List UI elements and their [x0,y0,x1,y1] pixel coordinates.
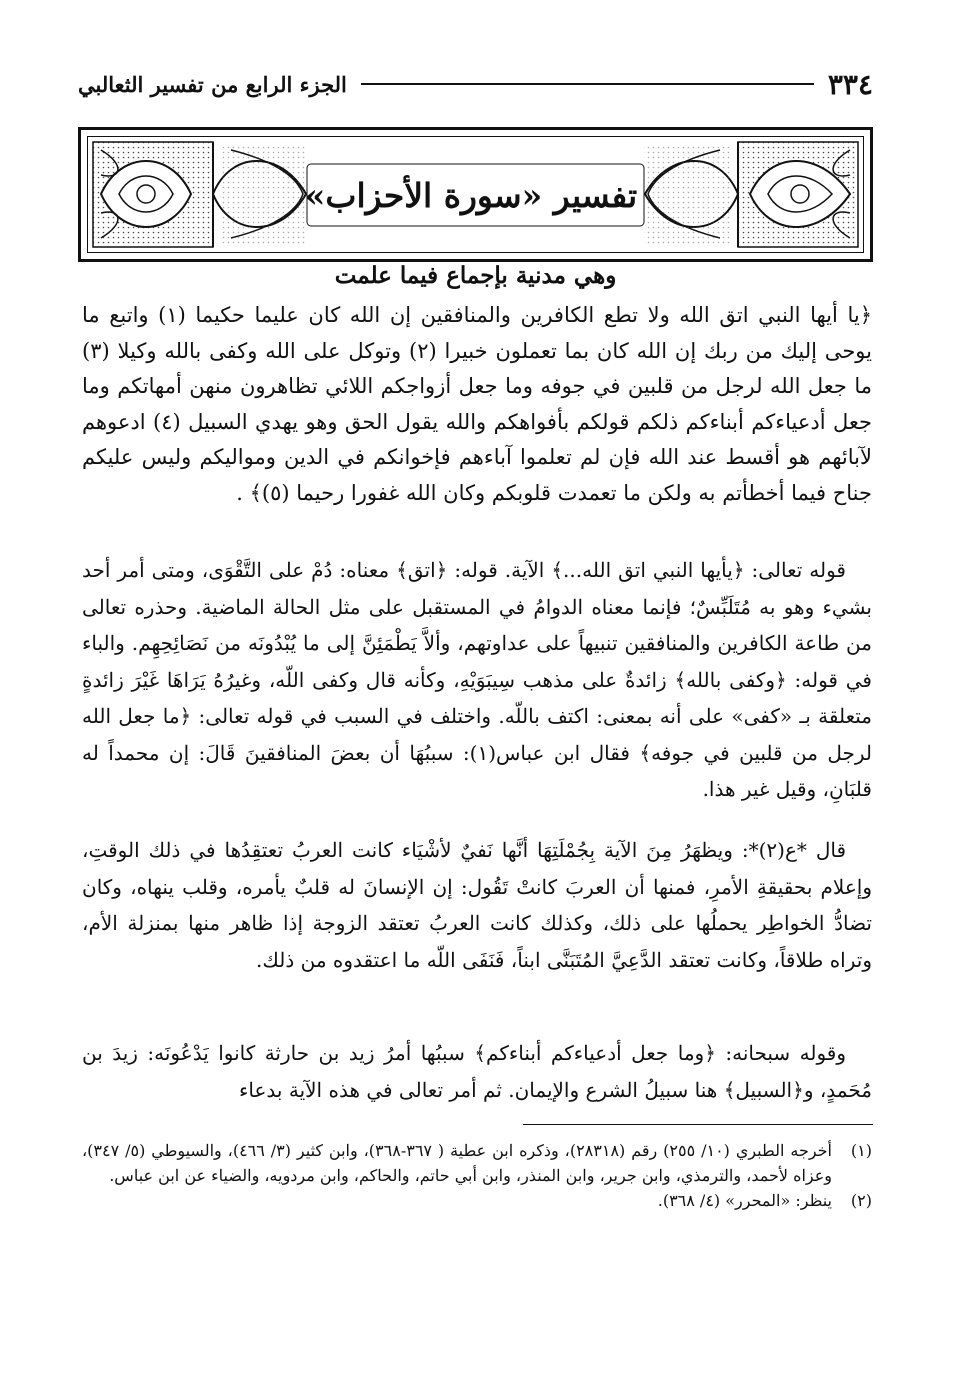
surah-subheading: وهي مدنية بإجماع فيما علمت [334,262,617,289]
footnotes [82,1138,872,1213]
paragraph-text: وقوله سبحانه: ﴿وما جعل أدعياءكم أبناءكم﴾ سببُها أمرُ زيد بن حارثة كانوا يَدْعُونَه: زيدَ بن مُحَمدٍ، و﴿السبيل﴾ هنا سبيلُ الشرع والإيمان. ثم أمر تعالى في هذه الآية بدعاء [82,1041,872,1102]
paragraph-text: قال *ع(٢)*: ويظهَرُ مِنَ الآية بِجُمْلَتِهَا أنَّها نَفيٌ لأشْيَاء كانت العربُ تعتقِدُها في ذلك الوقتِ، وإعلام بحقيقةِ الأمرِ، فمنها أن العربَ كانتْ تَقُول: إن الإنسانَ له قلبٌ يأمره، وقلب ينهاه، وكان تضادُّ الخواطِر يحملُها على ذلك، وكذلك كانت العربُ تعتقد الزوجة إذا ظاهر منها بمنزلة الأم، وتراه طلاقاً، وكانت تعتقد الدَّعِيَّ المُتَبَنَّى ابناً، فَنَفَى اللّه ما اعتقدوه من ذلك. [82,838,872,972]
footnote-separator [523,1124,873,1125]
footnote-number: (٢) [850,1191,872,1210]
surah-title: تفسير «سورة الأحزاب» [304,175,638,215]
commentary-paragraph-3 [82,1035,872,1108]
surah-title-banner [78,127,873,262]
footnote-number: (١) [850,1141,872,1160]
running-header [78,66,873,102]
footnote-text: ينظر: «المحرر» (٤/ ٣٦٨). [657,1191,832,1210]
footnote-2 [82,1188,872,1213]
footnote-1 [82,1138,872,1188]
ornament-left-panel [93,142,213,247]
commentary-paragraph-2 [82,832,872,978]
book-title: الجزء الرابع من تفسير الثعالبي [78,71,347,97]
ornament-left-arch [213,142,307,247]
footnote-text: أخرجه الطبري (١٠/ ٢٥٥) رقم (٢٨٣١٨)، وذكره ابن عطية ( ٣٦٧-٣٦٨)، وابن كثير (٣/ ٤٦٦)، والسيوطي (٥/ ٣٤٧)، وعزاه لأحمد، والترمذي، وابن جرير، وابن المنذر، وابن أبي حاتم، والحاكم، وابن مردويه، والضياء عن ابن عباس. [82,1141,832,1185]
quran-verses: ﴿يا أيها النبي اتق الله ولا تطع الكافرين والمنافقين إن الله كان عليما حكيما (١) واتبع ما يوحى إليك من ربك إن الله كان بما تعملون خبيرا (٢) وتوكل على الله وكفى بالله وكيلا (٣) ما جعل الله لرجل من قلبين في جوفه وما جعل أزواجكم اللائي تظاهرون منهن أمهاتكم وما جعل أدعياءكم أبناءكم ذلكم قولكم بأفواهكم والله يقول الحق وهو يهدي السبيل (٤) ادعوهم لآبائهم هو أقسط عند الله فإن لم تعلموا آباءهم فإخوانكم في الدين ومواليكم وليس عليكم جناح فيما أخطأتم به ولكن ما تعمدت قلوبكم وكان الله غفورا رحيما (٥)﴾ . [82,303,872,505]
commentary-paragraph-1 [82,552,872,808]
ornament-right-panel [738,142,858,247]
paragraph-text: قوله تعالى: ﴿يأيها النبي اتق الله...﴾ الآية. قوله: ﴿اتق﴾ معناه: دُمْ على التَّقْوَى، ومتى أمر أحد بشيء وهو به مُتَلَبِّسٌ؛ فإنما معناه الدوامُ في المستقبل على مثل الحالة الماضية. وحذره تعالى من طاعة الكافرين والمنافقين تنبيهاً على عداوتهم، وألاَّ يَطْمَئِنَّ إلى ما يُبْدُونَه من نَصَائِحِهِم. والباء في قوله: ﴿وكفى بالله﴾ زائدةٌ على مذهب سِيبَوَيْهِ، وكأنه قال وكفى اللّه، وغيرُهُ يَرَاهَا غَيْرَ زائدةٍ متعلقة بـ «كفى» على أنه بمعنى: اكتف باللّه. واختلف في السبب في قوله تعالى: ﴿ما جعل الله لرجل من قلبين في جوفه﴾ فقال ابن عباس(١): سببُهَا أن بعضَ المنافقينَ قَالَ: إن محمداً له قلبَانِ، وقيل غير هذا. [82,558,872,801]
page-number: ٣٣٤ [827,67,873,101]
header-rule [361,83,814,85]
ornament-right-arch [644,142,738,247]
